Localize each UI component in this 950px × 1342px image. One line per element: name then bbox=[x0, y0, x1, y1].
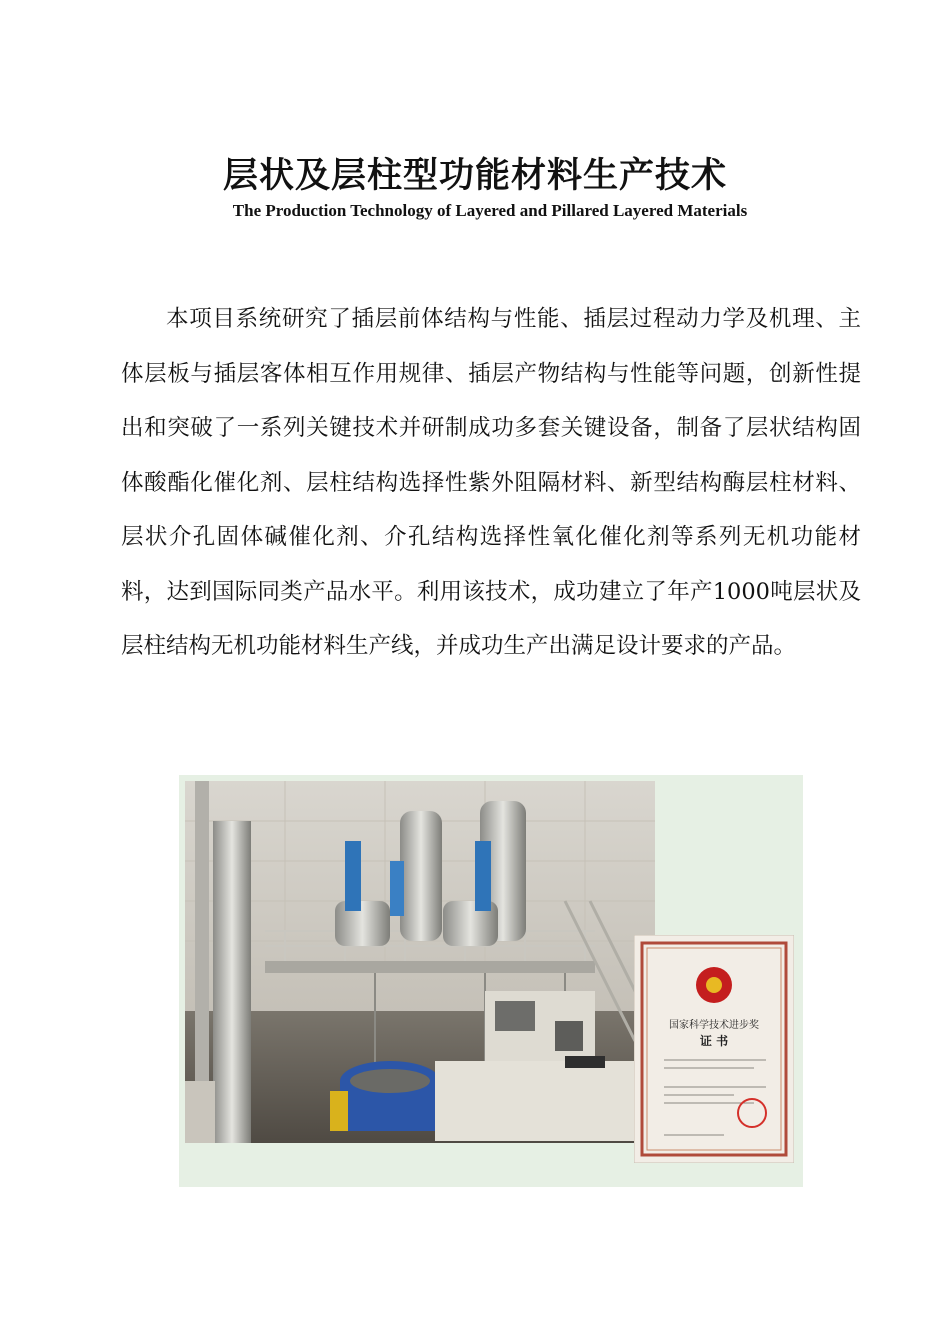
body-paragraph: 本项目系统研究了插层前体结构与性能、插层过程动力学及机理、主体层板与插层客体相互作用规律、插层产物结构与性能等问题，创新性提出和突破了一系列关键技术并研制成功多套关键设备，制备了层状结构固体酸酯化催化剂、层柱结构选择性紫外阻隔材料、新型结构酶层柱材料、层状介孔固体碱催化剂、介孔结构选择性氧化催化剂等系列无机功能材料，达到国际同类产品水平。利用该技术，成功建立了年产1000吨层状及层柱结构无机功能材料生产线，并成功生产出满足设计要求的产品。 bbox=[121, 306, 861, 659]
page-title: 层状及层柱型功能材料生产技术 bbox=[222, 156, 727, 196]
certificate-name: 证 书 bbox=[699, 1034, 729, 1048]
figure bbox=[179, 775, 803, 1187]
certificate-image bbox=[634, 935, 794, 1163]
certificate-award-title: 国家科学技术进步奖 bbox=[669, 1020, 759, 1031]
award-certificate bbox=[634, 935, 794, 1163]
page-subtitle: The Production Technology of Layered and Pillared Layered Materials bbox=[232, 201, 748, 220]
factory-photo bbox=[185, 781, 655, 1143]
